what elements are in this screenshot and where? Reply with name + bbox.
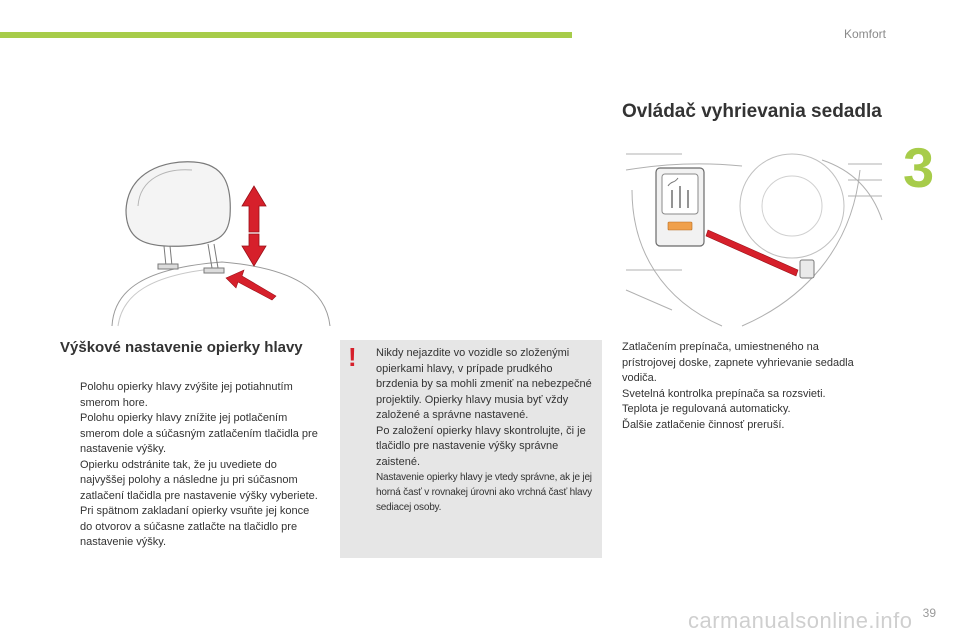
list-item: Opierku odstránite tak, že ju uvediete do najvyššej polohy a následne ju pri súčasnom zatlačení tlačidla pre nastavenie výšky vyberiete. [80, 458, 318, 502]
seat-heating-dashboard-illustration [622, 150, 886, 328]
release-button-arrow [226, 270, 276, 300]
description-paragraph: Zatlačením prepínača, umiestneného na prístrojovej doske, zapnete vyhrievanie sedadla vodiča. [622, 341, 854, 384]
switch-location-arrow [706, 230, 814, 278]
warning-text [376, 346, 596, 515]
height-adjust-arrows [242, 186, 266, 266]
description-paragraph: Teplota je regulovaná automaticky. [622, 403, 791, 415]
exclamation-warning-icon: ! [348, 342, 357, 372]
section-color-bar [0, 32, 572, 38]
headrest-instructions-list [60, 380, 322, 551]
chapter-number: 3 [903, 136, 935, 199]
headrest-height-title: Výškové nastavenie opierky hlavy [60, 339, 303, 356]
section-name: Komfort [843, 27, 886, 41]
description-paragraph: Ďalšie zatlačenie činnosť preruší. [622, 418, 785, 431]
description-paragraph: Svetelná kontrolka prepínača sa rozsvieti. [622, 387, 826, 400]
seat-heating-title: Ovládač vyhrievania sedadla [622, 101, 882, 122]
watermark: carmanualsonline.info [688, 608, 913, 633]
warning-paragraph: Po založení opierky hlavy skontrolujte, či je tlačidlo pre nastavenie výšky správne zaistené. [376, 424, 586, 468]
seat-heating-switch [656, 168, 704, 246]
list-item: Polohu opierky hlavy znížite jej potlačením smerom dole a súčasným zatlačením tlačidla pre nastavenie výšky. [80, 412, 318, 455]
headrest-illustration [104, 150, 336, 328]
warning-paragraph: Nikdy nejazdite vo vozidle so zloženými opierkami hlavy, v prípade prudkého brzdenia by sa mohli zmeniť na nebezpečné projektily. Opierky hlavy musia byť vždy založené a správne nastavené. [376, 347, 592, 421]
warning-box [340, 340, 602, 558]
seat-heating-description [622, 340, 872, 433]
list-item: Pri spätnom zakladaní opierky vsuňte jej konce do otvorov a súčasne zatlačte na tlačidlo pre nastavenie výšky. [80, 505, 310, 548]
warning-paragraph: Nastavenie opierky hlavy je vtedy správne, ak je jej horná časť v rovnakej úrovni ako vrchná časť hlavy sediacej osoby. [376, 472, 592, 513]
page-number: 39 [922, 606, 936, 620]
indicator-lamp [668, 222, 692, 230]
list-item: Polohu opierky hlavy zvýšite jej potiahnutím smerom hore. [80, 381, 293, 409]
